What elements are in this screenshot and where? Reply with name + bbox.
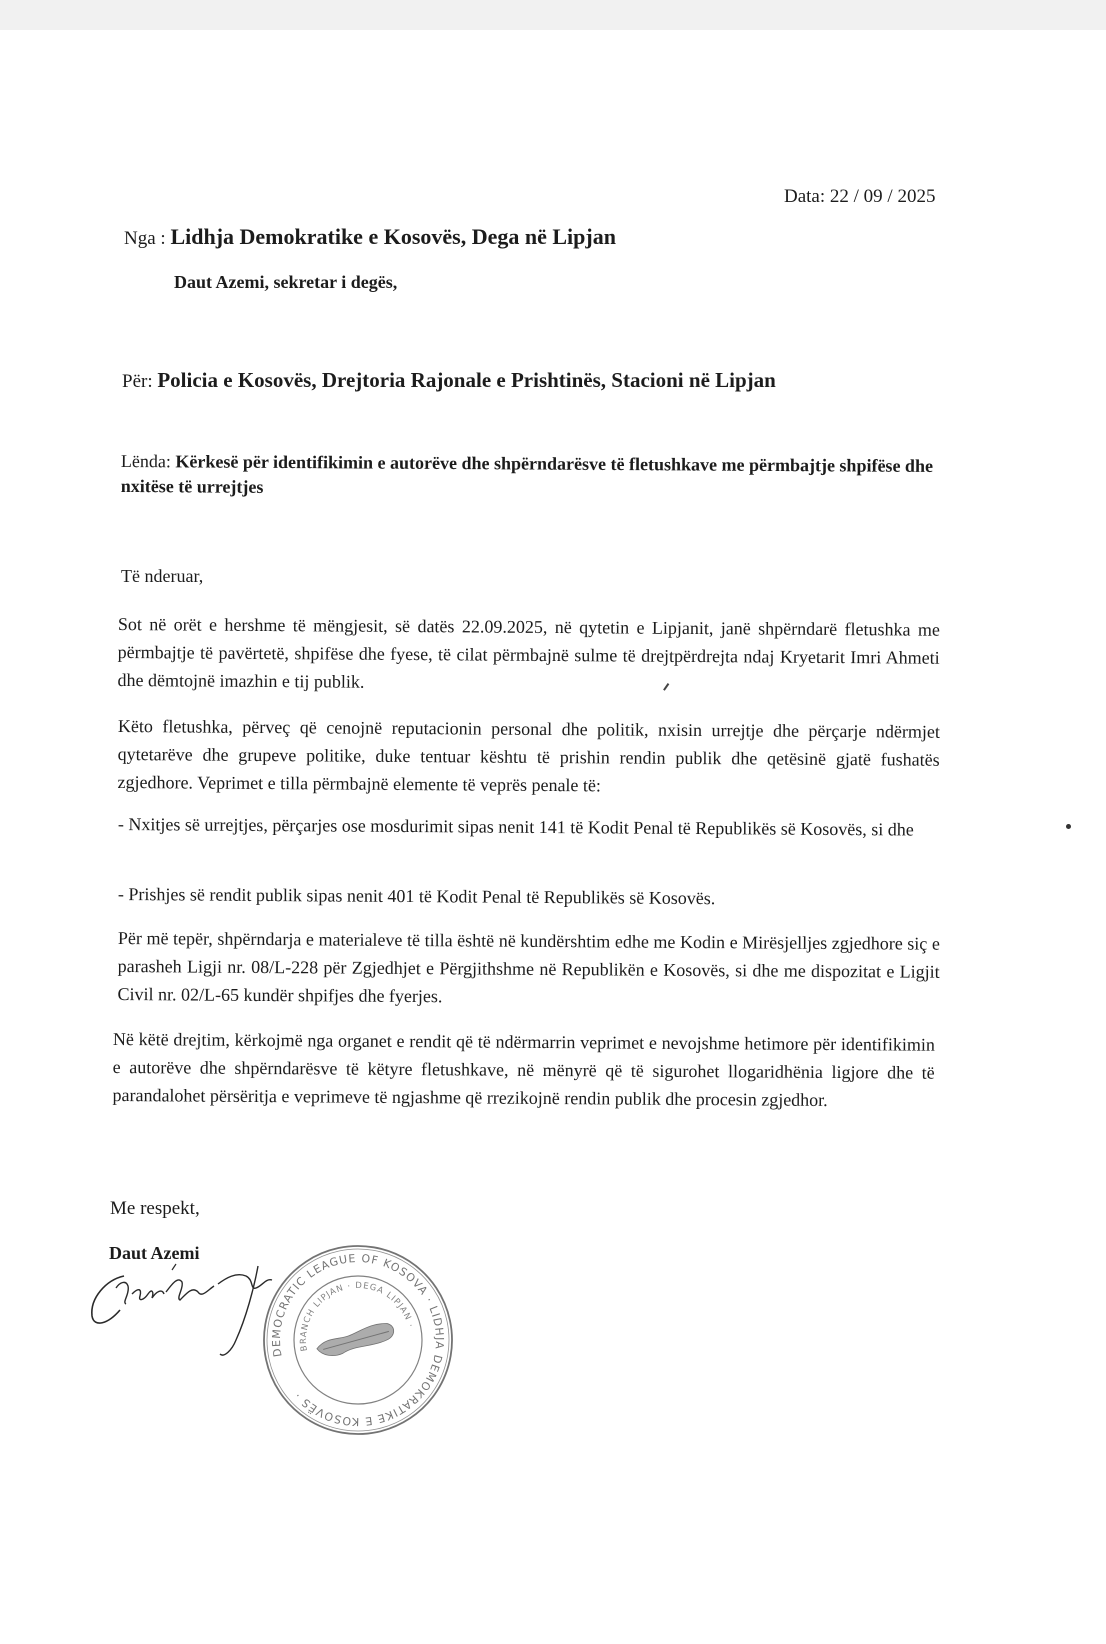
- official-stamp: [258, 1240, 458, 1440]
- signer-name: Daut Azemi: [109, 1243, 200, 1263]
- body-paragraph: Për më tepër, shpërndarja e materialeve të tilla është në kundërshtim edhe me Kodin e Mirësjelljes zgjedhore siç e parasheh Ligji nr. 08/L-228 për Zgjedhjet e Përgjithshme në Republikën e Kosovës, si dhe me dispozitat e Ligjit Civil nr. 02/L-65 kundër shpifjes dhe fyerjes.: [117, 927, 940, 1007]
- body-paragraph: Këto fletushka, përveç që cenojnë reputacionin personal dhe politik, nxisin urrejtje dhe përçarje ndërmjet qytetarëve dhe grupeve politike, duke tentuar kështu të prishin rendin publik dhe qetësinë gjatë fushatës zgjedhore. Veprimet e tilla përmbajnë elemente të veprës penale të:: [117, 715, 940, 796]
- sender-person: Daut Azemi, sekretar i degës,: [174, 272, 398, 292]
- body-paragraph: Në këtë drejtim, kërkojmë nga organet e rendit që të ndërmarrin veprimet e nevojshme hetimore për identifikimin e autorëve dhe shpërndarësve të këtyre fletushkave, në mënyrë që të sigurohet llogaridhënia ligjore dhe të parandalohet përsëritja e veprimeve të ngjashme që rrezikojnë rendin publik dhe procesin zgjedhor.: [112, 1028, 935, 1110]
- body-paragraph: Sot në orët e hershme të mëngjesit, së datës 22.09.2025, në qytetin e Lipjanit, janë shpërndarë fletushka me përmbajtje të pavërtetë, shpifëse dhe fyese, të cilat përmbajnë sulme të drejtpërdrejta ndaj Kryetarit Imri Ahmeti dhe dëmtojnë imazhin e tij publik.: [117, 613, 940, 692]
- subject-text: Kërkesë për identifikimin e autorëve dhe shpërndarësve të fletushkave me përmbajtje shpifëse dhe nxitëse të urrejtjes: [120, 451, 934, 497]
- to-label: Për:: [122, 371, 153, 392]
- from-label: Nga :: [124, 228, 166, 249]
- sender-line: [124, 224, 616, 250]
- greeting: Të nderuar,: [121, 566, 204, 586]
- stamp-inner-text: BRANCH LIPJAN · DEGA LIPJAN ·: [298, 1280, 416, 1352]
- scan-speck: [1066, 824, 1071, 829]
- body-list-item: - Prishjes së rendit publik sipas nenit 401 të Kodit Penal të Republikës së Kosovës.: [117, 883, 716, 909]
- sender-organization: Lidhja Demokratike e Kosovës, Dega në Lipjan: [170, 224, 616, 249]
- body-list-item: - Nxitjes së urrejtjes, përçarjes ose mosdurimit sipas nenit 141 të Kodit Penal të Republikës së Kosovës, si dhe: [117, 813, 914, 840]
- recipient-organization: Policia e Kosovës, Drejtoria Rajonale e Prishtinës, Stacioni në Lipjan: [157, 368, 776, 392]
- letter-date: Data: 22 / 09 / 2025: [784, 186, 936, 207]
- recipient-line: [122, 368, 776, 393]
- subject-line: [121, 449, 953, 504]
- top-margin-band: [0, 0, 1106, 30]
- subject-label: Lënda:: [120, 450, 171, 472]
- closing: Me respekt,: [110, 1198, 200, 1219]
- stamp-outer-text: DEMOCRATIC LEAGUE OF KOSOVA · LIDHJA DEMOKRATIKE E KOSOVËS ·: [269, 1251, 447, 1429]
